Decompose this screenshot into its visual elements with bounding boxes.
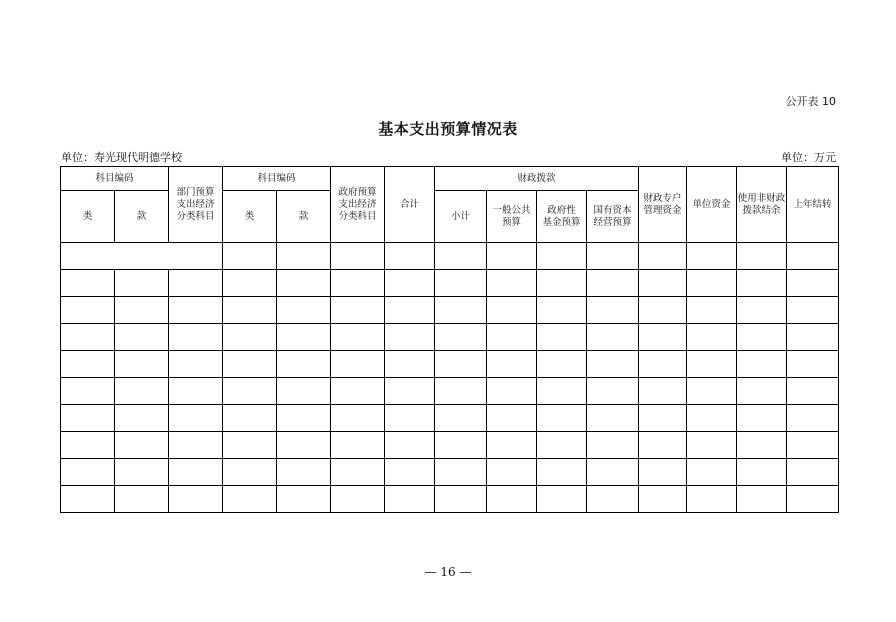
table-cell (331, 324, 385, 351)
table-cell (537, 378, 587, 405)
table-cell (639, 243, 687, 270)
table-cell (537, 486, 587, 513)
table-cell (639, 459, 687, 486)
table-cell (435, 297, 487, 324)
header-general-public-budget: 一般公共 预算 (487, 191, 537, 243)
table-cell (737, 459, 787, 486)
table-cell (331, 270, 385, 297)
table-cell (223, 351, 277, 378)
table-cell (331, 486, 385, 513)
table-row (61, 459, 839, 486)
header-subject-code-2: 科目编码 (223, 167, 331, 191)
header-lei-1: 类 (61, 191, 115, 243)
table-cell (61, 459, 115, 486)
table-cell (487, 270, 537, 297)
table-cell (385, 297, 435, 324)
header-fiscal-allocation: 财政拨款 (435, 167, 639, 191)
table-cell (639, 378, 687, 405)
table-cell (687, 351, 737, 378)
currency-unit: 单位：万元 (781, 151, 836, 164)
table-cell (169, 459, 223, 486)
table-cell (687, 324, 737, 351)
table-cell (687, 297, 737, 324)
table-cell (385, 459, 435, 486)
table-cell (435, 432, 487, 459)
table-cell (277, 459, 331, 486)
table-cell (537, 324, 587, 351)
header-non-fiscal-balance: 使用非财政 拨款结余 (737, 167, 787, 243)
table-cell (537, 405, 587, 432)
table-cell (639, 324, 687, 351)
table-cell (277, 324, 331, 351)
table-cell (277, 378, 331, 405)
table-cell (737, 324, 787, 351)
table-cell (687, 405, 737, 432)
table-cell (787, 378, 839, 405)
table-cell (639, 297, 687, 324)
table-cell (61, 351, 115, 378)
table-cell (61, 405, 115, 432)
table-cell (115, 351, 169, 378)
table-cell (169, 378, 223, 405)
table-cell (331, 243, 385, 270)
table-cell (737, 432, 787, 459)
table-cell (487, 432, 537, 459)
table-cell (435, 324, 487, 351)
table-cell (223, 405, 277, 432)
table-cell (787, 243, 839, 270)
table-cell (787, 432, 839, 459)
table-cell (385, 270, 435, 297)
table-cell (115, 405, 169, 432)
table-cell (169, 351, 223, 378)
table-cell (385, 432, 435, 459)
table-cell (787, 486, 839, 513)
unit-name: 单位：寿光现代明德学校 (61, 151, 182, 164)
table-cell (687, 378, 737, 405)
table-cell (331, 405, 385, 432)
table-cell (537, 432, 587, 459)
table-cell (61, 243, 223, 270)
table-cell (537, 459, 587, 486)
table-cell (537, 243, 587, 270)
header-subject-code-1: 科目编码 (61, 167, 169, 191)
table-cell (687, 459, 737, 486)
table-cell (331, 351, 385, 378)
table-cell (331, 378, 385, 405)
table-cell (587, 459, 639, 486)
table-cell (737, 297, 787, 324)
table-cell (385, 378, 435, 405)
table-cell (435, 486, 487, 513)
table-row (61, 324, 839, 351)
table-cell (385, 405, 435, 432)
table-cell (587, 378, 639, 405)
table-cell (487, 324, 537, 351)
basic-expenditure-budget-table (60, 166, 839, 513)
table-cell (587, 432, 639, 459)
table-cell (277, 270, 331, 297)
table-cell (537, 270, 587, 297)
header-state-capital-budget: 国有资本 经营预算 (587, 191, 639, 243)
table-cell (487, 351, 537, 378)
table-cell (223, 432, 277, 459)
header-kuan-2: 款 (277, 191, 331, 243)
table-cell (687, 486, 737, 513)
table-cell (435, 351, 487, 378)
table-row (61, 432, 839, 459)
table-cell (277, 432, 331, 459)
table-cell (223, 324, 277, 351)
table-cell (223, 270, 277, 297)
table-cell (115, 486, 169, 513)
header-subtotal: 小计 (435, 191, 487, 243)
table-cell (687, 432, 737, 459)
table-cell (435, 270, 487, 297)
table-cell (169, 270, 223, 297)
table-cell (787, 324, 839, 351)
header-gov-budget-category: 政府预算 支出经济 分类科目 (331, 167, 385, 243)
table-code: 公开表 10 (785, 95, 836, 108)
table-cell (737, 270, 787, 297)
table-row (61, 351, 839, 378)
table-cell (487, 486, 537, 513)
table-row (61, 297, 839, 324)
table-cell (687, 270, 737, 297)
table-cell (61, 378, 115, 405)
table-cell (639, 405, 687, 432)
table-cell (737, 378, 787, 405)
table-cell (331, 459, 385, 486)
table-cell (61, 297, 115, 324)
table-cell (223, 297, 277, 324)
table-cell (435, 405, 487, 432)
table-cell (487, 378, 537, 405)
table-cell (787, 270, 839, 297)
table-cell (587, 243, 639, 270)
table-cell (639, 270, 687, 297)
table-cell (737, 243, 787, 270)
table-cell (277, 405, 331, 432)
table-cell (537, 351, 587, 378)
table-cell (277, 243, 331, 270)
header-row-1 (61, 167, 839, 191)
table-cell (115, 270, 169, 297)
table-cell (787, 297, 839, 324)
table-cell (277, 297, 331, 324)
table-cell (331, 432, 385, 459)
table-cell (223, 378, 277, 405)
table-cell (737, 405, 787, 432)
table-cell (587, 351, 639, 378)
header-gov-fund-budget: 政府性 基金预算 (537, 191, 587, 243)
table-cell (385, 243, 435, 270)
header-prior-year-carryover: 上年结转 (787, 167, 839, 243)
header-lei-2: 类 (223, 191, 277, 243)
table-row-total (61, 243, 839, 270)
page-number: — 16 — (424, 565, 472, 579)
table-cell (487, 297, 537, 324)
table-cell (169, 486, 223, 513)
table-cell (277, 486, 331, 513)
table-cell (737, 486, 787, 513)
table-cell (639, 432, 687, 459)
table-cell (537, 297, 587, 324)
table-row (61, 486, 839, 513)
table-cell (639, 351, 687, 378)
table-cell (61, 486, 115, 513)
table-cell (115, 432, 169, 459)
table-cell (487, 459, 537, 486)
table-cell (687, 243, 737, 270)
table-cell (115, 459, 169, 486)
header-kuan-1: 款 (115, 191, 169, 243)
header-dept-budget-category: 部门预算 支出经济 分类科目 (169, 167, 223, 243)
table-cell (787, 405, 839, 432)
table-cell (487, 243, 537, 270)
table-cell (737, 351, 787, 378)
table-cell (587, 405, 639, 432)
table-cell (435, 378, 487, 405)
table-cell (223, 486, 277, 513)
table-cell (787, 351, 839, 378)
table-cell (61, 432, 115, 459)
table-cell (61, 270, 115, 297)
table-cell (435, 459, 487, 486)
table-cell (435, 243, 487, 270)
table-cell (639, 486, 687, 513)
table-cell (169, 297, 223, 324)
table-cell (331, 297, 385, 324)
table-cell (115, 324, 169, 351)
table-cell (385, 324, 435, 351)
table-cell (115, 297, 169, 324)
table-cell (223, 459, 277, 486)
page-title: 基本支出预算情况表 (378, 120, 518, 138)
table-cell (115, 378, 169, 405)
header-fiscal-special-account: 财政专户 管理资金 (639, 167, 687, 243)
table-cell (587, 324, 639, 351)
table-cell (385, 486, 435, 513)
table-row (61, 405, 839, 432)
table-cell (169, 324, 223, 351)
table-cell (587, 270, 639, 297)
table-cell (223, 243, 277, 270)
header-unit-funds: 单位资金 (687, 167, 737, 243)
table-cell (277, 351, 331, 378)
table-row (61, 270, 839, 297)
table-cell (587, 297, 639, 324)
table-cell (385, 351, 435, 378)
table-cell (61, 324, 115, 351)
table-row (61, 378, 839, 405)
table-cell (169, 405, 223, 432)
table-cell (487, 405, 537, 432)
table-cell (169, 432, 223, 459)
header-total: 合计 (385, 167, 435, 243)
table-cell (787, 459, 839, 486)
table-cell (587, 486, 639, 513)
